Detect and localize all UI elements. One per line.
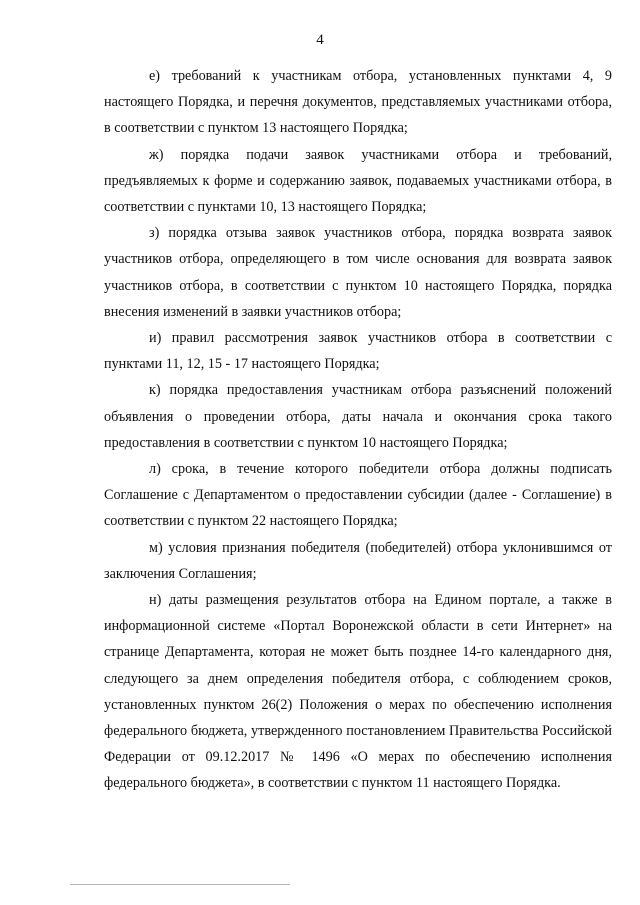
scan-edge-line <box>70 884 290 885</box>
paragraph-l: л) срока, в течение которого победители отбора должны подписать Соглашение с Департаментом о предоставлении субсидии (далее - Соглашение) в соответствии с пунктом 22 настоящего Порядка; <box>104 461 612 530</box>
paragraph-z: з) порядка отзыва заявок участников отбора, порядка возврата заявок участников отбора, определяющего в том числе основания для возврата заявок участников отбора, в соответствии с пунктом 10 настоящего Порядка, порядка внесения изменений в заявки участников отбора; <box>104 225 612 320</box>
paragraph-i: и) правил рассмотрения заявок участников отбора в соответствии с пунктами 11, 12, 15 - 17 настоящего Порядка; <box>104 330 612 373</box>
paragraph-n: н) даты размещения результатов отбора на Едином портале, а также в информационной системе «Портал Воронежской области в сети Интернет» на странице Департамента, которая не может быть позднее 14-го календарного дня, следующего за днем определения победителя отбора, с соблюдением сроков, установленных пунктом 26(2) Положения о мерах по обеспечению исполнения федерального бюджета, утвержденного постановлением Правительства Российской Федерации от 09.12.2017 № 1496 «О мерах по обеспечению исполнения федерального бюджета», в соответствии с пунктом 11 настоящего Порядка. <box>104 592 612 792</box>
document-body <box>104 63 612 797</box>
paragraph-e: е) требований к участникам отбора, установленных пунктами 4, 9 настоящего Порядка, и перечня документов, представляемых участниками отбора, в соответствии с пунктом 13 настоящего Порядка; <box>104 68 612 137</box>
paragraph-k: к) порядка предоставления участникам отбора разъяснений положений объявления о проведении отбора, даты начала и окончания срока такого предоставления в соответствии с пунктом 10 настоящего Порядка; <box>104 382 612 451</box>
paragraph-zh: ж) порядка подачи заявок участниками отбора и требований, предъявляемых к форме и содержанию заявок, подаваемых участниками отбора, в соответствии с пунктами 10, 13 настоящего Порядка; <box>104 146 612 216</box>
page-number: 4 <box>316 32 324 48</box>
paragraph-m: м) условия признания победителя (победителей) отбора уклонившимся от заключения Соглашения; <box>104 539 612 582</box>
